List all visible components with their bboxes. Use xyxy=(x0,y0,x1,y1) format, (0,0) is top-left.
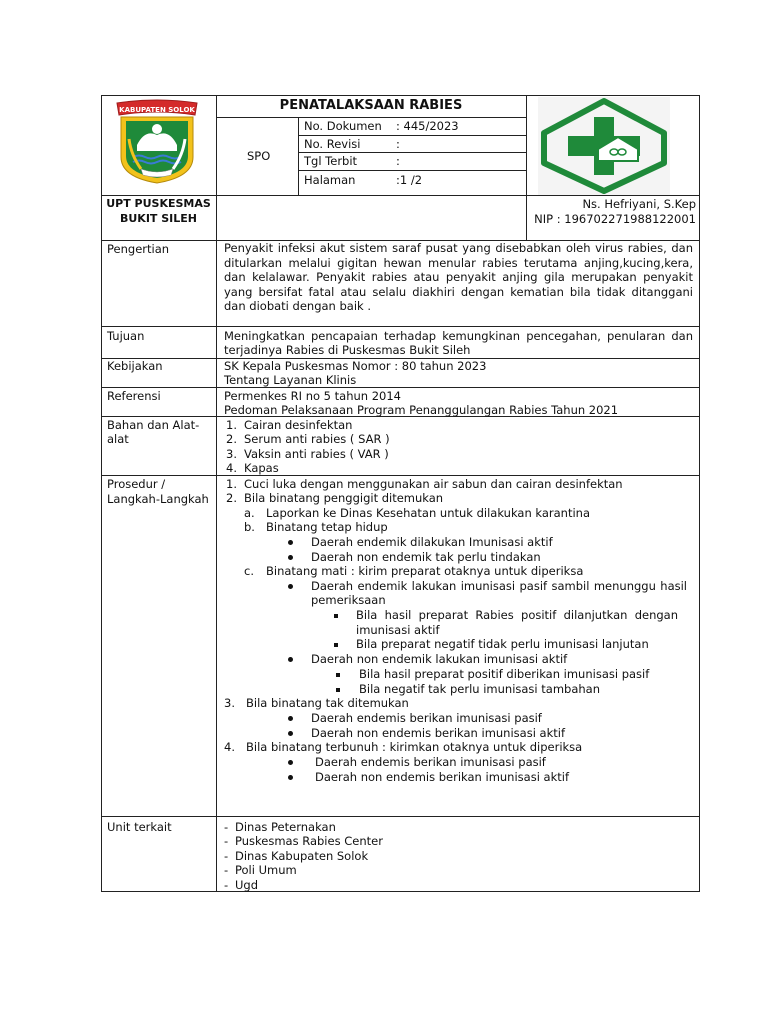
prosedur-subbullet-continuation: imunisasi aktif xyxy=(356,623,440,637)
bullet-icon xyxy=(288,657,293,662)
referensi-line2: Pedoman Pelaksanaan Program Penanggulangan Rabies Tahun 2021 xyxy=(224,403,619,417)
signer-nip: NIP : 196702271988122001 xyxy=(534,212,696,226)
halaman-value: :1 /2 xyxy=(396,173,423,187)
bullet-icon xyxy=(288,731,293,736)
bahan-item: 1. Cairan desinfektan xyxy=(226,418,353,432)
bullet-icon xyxy=(288,716,293,721)
prosedur-bullet: Daerah endemik dilakukan Imunisasi aktif xyxy=(288,535,553,549)
kabupaten-solok-logo xyxy=(115,99,199,185)
prosedur-subbullet: Bila preparat negatif tidak perlu imunisasi lanjutan xyxy=(334,637,649,651)
bullet-icon xyxy=(288,775,293,780)
kebijakan-label: Kebijakan xyxy=(107,359,163,373)
kebijakan-line2: Tentang Layanan Klinis xyxy=(224,373,357,387)
prosedur-subbullet: Bila hasil preparat Rabies positif dilanjutkan dengan xyxy=(334,608,679,622)
square-bullet-icon xyxy=(336,673,340,677)
unit-item: - Puskesmas Rabies Center xyxy=(224,834,383,848)
bullet-icon xyxy=(288,540,293,545)
prosedur-subbullet: Bila negatif tak perlu imunisasi tambahan xyxy=(336,682,600,696)
unit-terkait-label: Unit terkait xyxy=(107,820,172,834)
document-title: PENATALAKSAAN RABIES xyxy=(279,98,463,113)
logo-left-text: KABUPATEN SOLOK xyxy=(119,106,195,114)
prosedur-label-line1: Prosedur / xyxy=(107,477,166,491)
prosedur-bullet: Daerah non endemis berikan imunisasi aktif xyxy=(288,726,565,740)
prosedur-step: 1. Cuci luka dengan menggunakan air sabun dan cairan desinfektan xyxy=(226,477,623,491)
referensi-line1: Permenkes RI no 5 tahun 2014 xyxy=(224,389,401,403)
bahan-label-line1: Bahan dan Alat- xyxy=(107,418,200,432)
halaman-label: Halaman xyxy=(304,173,356,187)
tgl-terbit-value: : xyxy=(396,154,400,168)
org-name-line1: UPT PUSKESMAS xyxy=(106,197,211,210)
no-revisi-label: No. Revisi xyxy=(304,137,361,151)
square-bullet-icon xyxy=(334,643,338,647)
prosedur-bullet: Daerah endemis berikan imunisasi pasif xyxy=(288,755,546,769)
pengertian-label: Pengertian xyxy=(107,242,170,256)
tujuan-line2: terjadinya Rabies di Puskesmas Bukit Sileh xyxy=(224,343,471,357)
prosedur-step: 2. Bila binatang penggigit ditemukan xyxy=(226,491,444,505)
prosedur-bullet: Daerah endemis berikan imunisasi pasif xyxy=(288,711,542,725)
prosedur-substep: b. Binatang tetap hidup xyxy=(244,520,388,534)
prosedur-bullet: Daerah endemik lakukan imunisasi pasif sambil menunggu hasil xyxy=(288,579,687,593)
tujuan-label: Tujuan xyxy=(107,329,145,343)
prosedur-step: 4. Bila binatang terbunuh : kirimkan otaknya untuk diperiksa xyxy=(224,740,583,754)
prosedur-substep: c. Binatang mati : kirim preparat otaknya untuk diperiksa xyxy=(244,564,584,578)
no-dokumen-label: No. Dokumen xyxy=(304,119,382,133)
pengertian-text: Penyakit infeksi akut sistem saraf pusat yang disebabkan oleh virus rabies, dan ditularkan melalui gigitan hewan menular rabies terutama anjing,kucing,kera, dan kelalawar. Penyakit rabies atau penyakit anjing gila merupakan penyakit yang bersifat fatal atau selalu diakhiri dengan kematian bila tidak ditanggani dan diobati dengan baik . xyxy=(224,241,693,314)
prosedur-bullet: Daerah non endemik tak perlu tindakan xyxy=(288,550,541,564)
bullet-icon xyxy=(288,760,293,765)
prosedur-subbullet: Bila hasil preparat positif diberikan imunisasi pasif xyxy=(336,667,649,681)
referensi-label: Referensi xyxy=(107,389,161,403)
bahan-item: 3. Vaksin anti rabies ( VAR ) xyxy=(226,447,389,461)
org-name-line2: BUKIT SILEH xyxy=(119,212,197,225)
unit-item: - Ugd xyxy=(224,878,259,892)
prosedur-bullet-continuation: pemeriksaan xyxy=(311,593,386,607)
signer-name: Ns. Hefriyani, S.Kep xyxy=(582,197,696,211)
no-dokumen-value: : 445/2023 xyxy=(396,119,459,133)
bullet-icon xyxy=(288,584,293,589)
unit-item: - Poli Umum xyxy=(224,863,297,877)
bahan-label-line2: alat xyxy=(107,432,129,446)
square-bullet-icon xyxy=(334,614,338,618)
prosedur-bullet: Daerah non endemik lakukan imunisasi aktif xyxy=(288,652,567,666)
puskesmas-logo xyxy=(538,97,670,195)
prosedur-substep: a. Laporkan ke Dinas Kesehatan untuk dilakukan karantina xyxy=(244,506,591,520)
square-bullet-icon xyxy=(336,688,340,692)
tgl-terbit-label: Tgl Terbit xyxy=(304,154,358,168)
prosedur-label-line2: Langkah-Langkah xyxy=(107,492,209,506)
kebijakan-line1: SK Kepala Puskesmas Nomor : 80 tahun 2023 xyxy=(224,359,487,373)
bullet-icon xyxy=(288,555,293,560)
prosedur-step: 3. Bila binatang tak ditemukan xyxy=(224,696,409,710)
bahan-item: 2. Serum anti rabies ( SAR ) xyxy=(226,432,390,446)
tujuan-line1: Meningkatkan pencapaian terhadap kemungkinan pencegahan, penularan dan xyxy=(224,329,693,343)
bahan-item: 4. Kapas xyxy=(226,461,279,475)
no-revisi-value: : xyxy=(396,137,400,151)
unit-item: - Dinas Kabupaten Solok xyxy=(224,849,369,863)
prosedur-bullet: Daerah non endemis berikan imunisasi aktif xyxy=(288,770,569,784)
unit-item: - Dinas Peternakan xyxy=(224,820,336,834)
spo-label: SPO xyxy=(247,149,271,163)
